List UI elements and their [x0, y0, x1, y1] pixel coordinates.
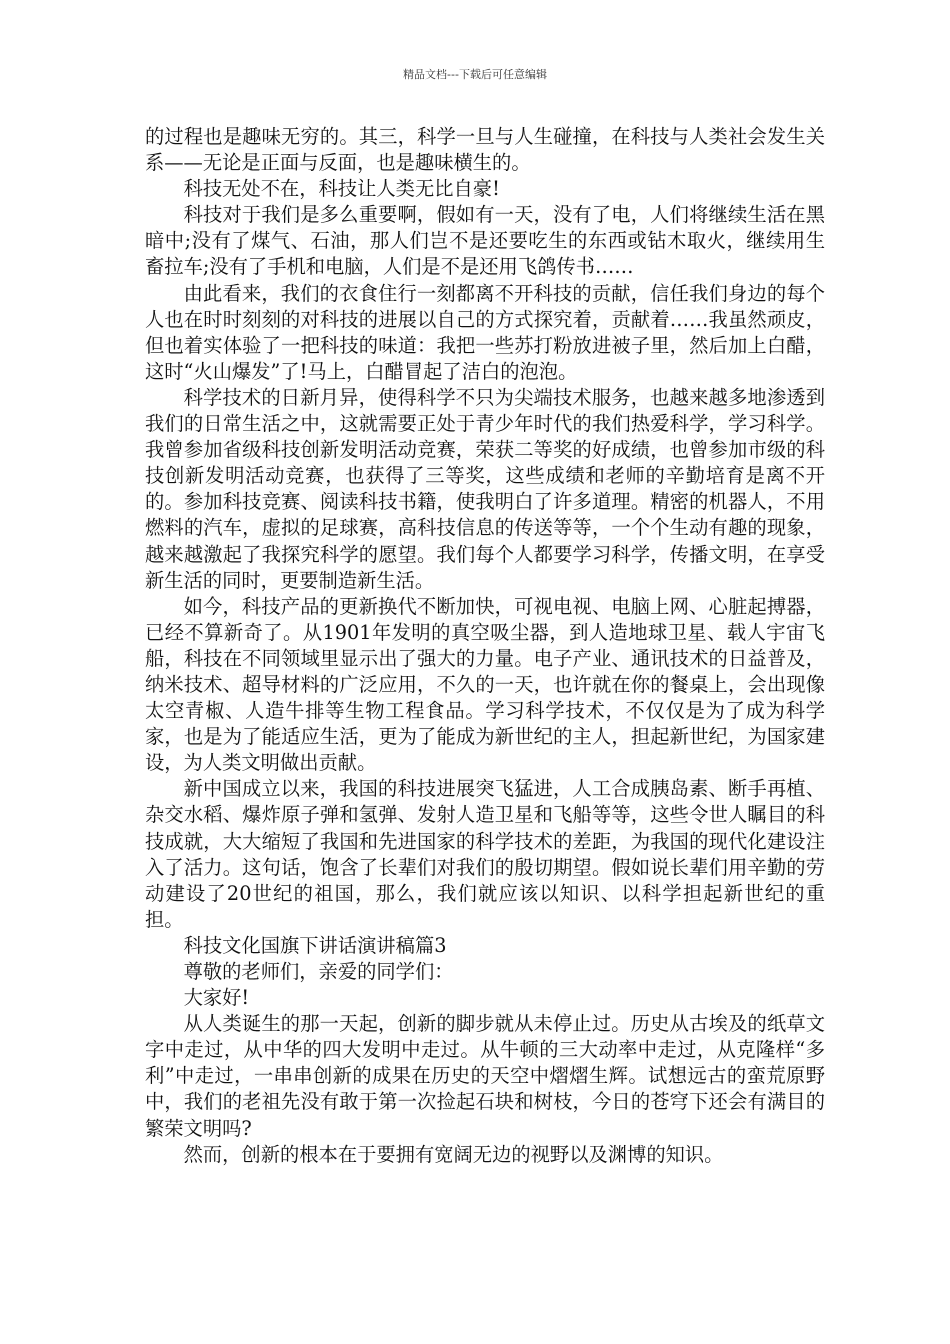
greeting: 大家好! — [183, 986, 250, 1010]
paragraph: 然而，创新的根本在于要拥有宽阔无边的视野以及渊博的知识。 — [183, 1142, 724, 1166]
paragraph: 由此看来，我们的衣食住行一刻都离不开科技的贡献，信任我们身边的每个人也在时时刻刻的对科技的进展以自己的方式探究着，贡献着……我虽然顽皮，但也着实体验了一把科技的味道：我把一些苏打粉放进被子里，然后加上白醋，这时“火山爆发”了!马上，白醋冒起了洁白的泡泡。 — [145, 281, 825, 383]
paragraph: 新中国成立以来，我国的科技进展突飞猛进，人工合成胰岛素、断手再植、杂交水稻、爆炸原子弹和氢弹、发射人造卫星和飞船等等，这些令世人瞩目的科技成就，大大缩短了我国和先进国家的科学技术的差距，为我国的现代化建设注入了活力。这句话，饱含了长辈们对我们的殷切期望。假如说长辈们用辛勤的劳动建设了20世纪的祖国，那么，我们就应该以知识、以科学担起新世纪的重担。 — [145, 777, 825, 931]
page-header: 精品文档---下载后可任意编辑 — [403, 68, 547, 81]
paragraph: 从人类诞生的那一天起，创新的脚步就从未停止过。历史从古埃及的纸草文字中走过，从中华的四大发明中走过。从牛顿的三大动率中走过，从克隆样“多利”中走过，一串串创新的成果在历史的天空中熠熠生辉。试想远古的蛮荒原野中，我们的老祖先没有敢于第一次捡起石块和树枝，今日的苍穹下还会有满目的繁荣文明吗? — [145, 1012, 825, 1140]
paragraph: 科技无处不在，科技让人类无比自豪! — [183, 177, 500, 201]
paragraph: 如今，科技产品的更新换代不断加快，可视电视、电脑上网、心脏起搏器，已经不算新奇了。从1901年发明的真空吸尘器，到人造地球卫星、载人宇宙飞船，科技在不同领域里显示出了强大的力量。电子产业、通讯技术的日益普及，纳米技术、超导材料的广泛应用，不久的一天，也许就在你的餐桌上，会出现像太空青椒、人造牛排等生物工程食品。学习科学技术，不仅仅是为了成为科学家，也是为了能适应生活，更为了能成为新世纪的主人，担起新世纪，为国家建设，为人类文明做出贡献。 — [145, 594, 825, 775]
salutation: 尊敬的老师们，亲爱的同学们： — [183, 960, 454, 983]
paragraph-continuation: 的过程也是趣味无穷的。其三，科学一旦与人生碰撞，在科技与人类社会发生关系——无论是正面与反面，也是趣味横生的。 — [145, 125, 825, 175]
paragraph: 科技对于我们是多么重要啊，假如有一天，没有了电，人们将继续生活在黑暗中;没有了煤气、石油，那人们岂不是还要吃生的东西或钻木取火，继续用生畜拉车;没有了手机和电脑，人们是不是还用飞鸽传书…… — [145, 203, 825, 279]
paragraph: 科学技术的日新月异，使得科学不只为尖端技术服务，也越来越多地渗透到我们的日常生活之中，这就需要正处于青少年时代的我们热爱科学，学习科学。我曾参加省级科技创新发明活动竞赛，荣获二等奖的好成绩，也曾参加市级的科技创新发明活动竞赛，也获得了三等奖，这些成绩和老师的辛勤培育是离不开的。参加科技竞赛、阅读科技书籍，使我明白了许多道理。精密的机器人，不用燃料的汽车，虚拟的足球赛，高科技信息的传送等等，一个个生动有趣的现象，越来越激起了我探究科学的愿望。我们每个人都要学习科学，传播文明，在享受新生活的同时，更要制造新生活。 — [145, 385, 825, 592]
section-title: 科技文化国旗下讲话演讲稿篇3 — [183, 933, 447, 957]
document-body — [145, 124, 825, 1168]
